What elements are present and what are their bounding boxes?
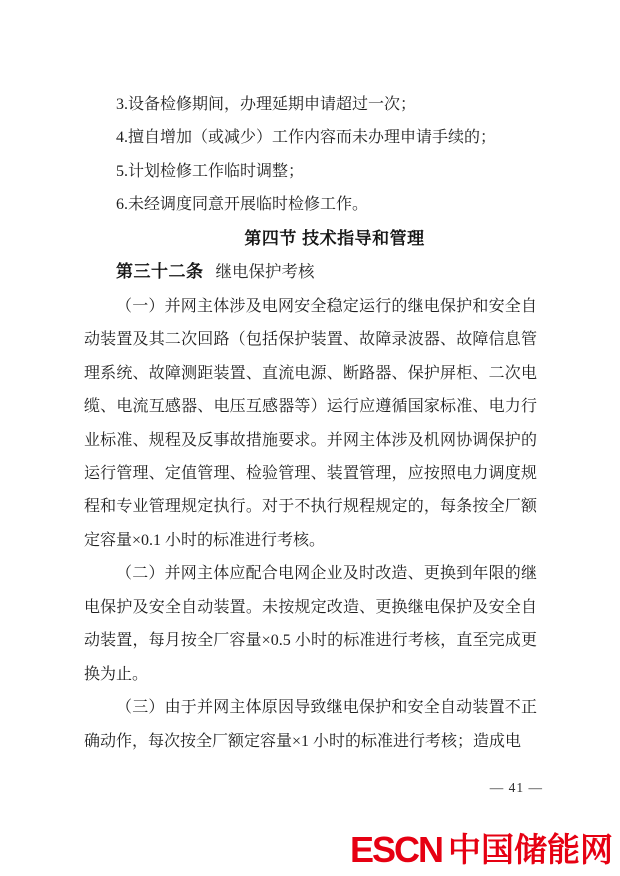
clause-paragraph-1: （一）并网主体涉及电网安全稳定运行的继电保护和安全自动装置及其二次回路（包括保护装置、故障录波器、故障信息管理系统、故障测距装置、直流电源、断路器、保护屏柜、二次电缆、电流互感器、电压互感器等）运行应遵循国家标准、电力行业标准、规程及反事故措施要求。并网主体涉及机网协调保护的运行管理、定值管理、检验管理、装置管理，应按照电力调度规程和专业管理规定执行。对于不执行规程规定的，每条按全厂额定容量×0.1 小时的标准进行考核。 bbox=[84, 297, 537, 549]
clause-paragraph-2: （二）并网主体应配合电网企业及时改造、更换到年限的继电保护及安全自动装置。未按规定改造、更换继电保护及安全自动装置，每月按全厂容量×0.5 小时的标准进行考核，直至完成更换为止。 bbox=[84, 565, 537, 683]
list-item-5: 5.计划检修工作临时调整； bbox=[116, 162, 305, 180]
escn-logo-text-en: ESCN bbox=[349, 829, 442, 870]
section-heading: 第四节 技术指导和管理 bbox=[244, 228, 425, 248]
document-body bbox=[84, 88, 537, 758]
article-number: 第三十二条 bbox=[116, 262, 204, 282]
list-item-4: 4.擅自增加（或减少）工作内容而未办理申请手续的； bbox=[116, 129, 497, 147]
escn-logo-text-cn: 中国储能网 bbox=[448, 831, 613, 868]
clause-paragraph-3: （三）由于并网主体原因导致继电保护和安全自动装置不正确动作，每次按全厂额定容量×1 小时的标准进行考核；造成电 bbox=[84, 699, 537, 750]
escn-logo bbox=[349, 829, 613, 870]
page-number: — 41 — bbox=[489, 780, 543, 795]
list-item-6: 6.未经调度同意开展临时检修工作。 bbox=[116, 196, 369, 214]
article-title: 继电保护考核 bbox=[215, 262, 315, 282]
article-heading bbox=[84, 255, 537, 289]
list-item-3: 3.设备检修期间，办理延期申请超过一次； bbox=[116, 96, 417, 113]
